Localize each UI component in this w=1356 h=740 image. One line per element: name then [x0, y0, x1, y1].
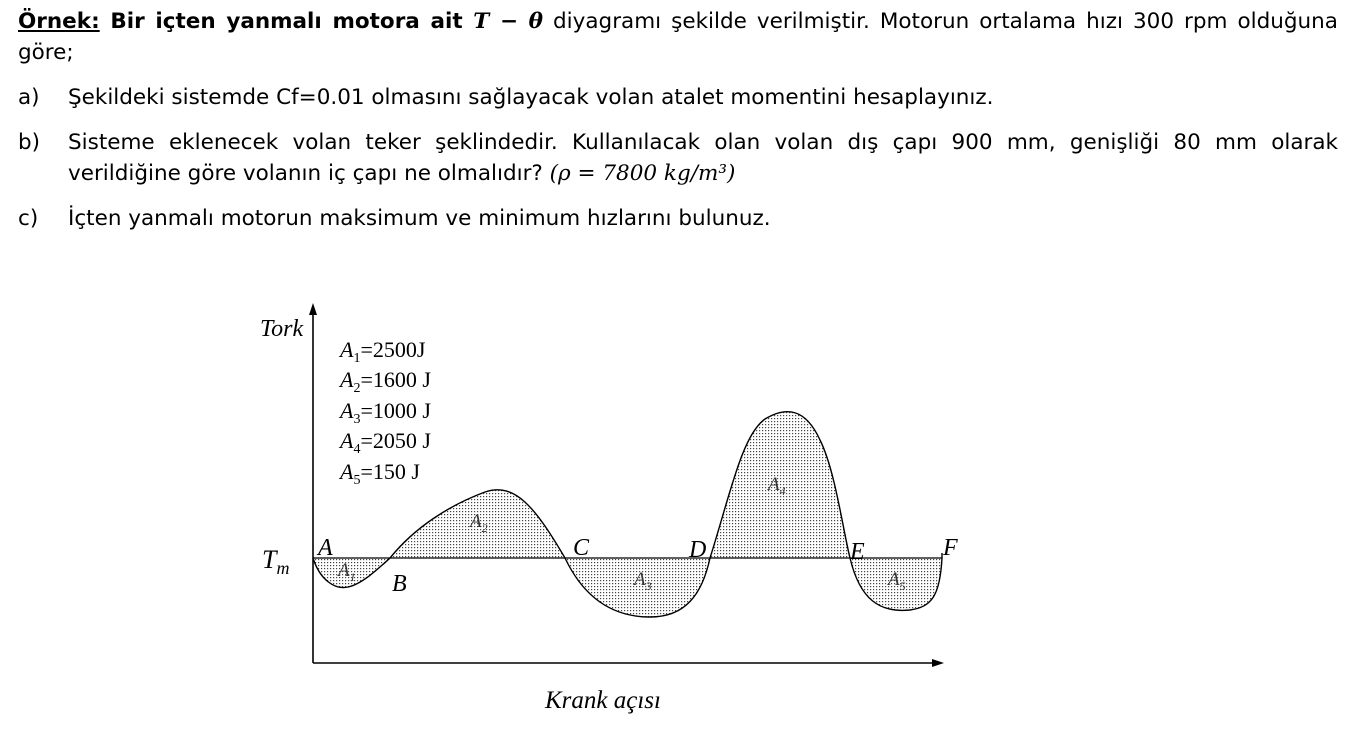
- question-c: [18, 203, 1338, 234]
- intro-rest-text: diyagramı şekilde verilmiştir. Motorun ortalama hızı 300 rpm olduğuna göre;: [18, 9, 1338, 65]
- problem-intro: [18, 6, 1338, 68]
- question-a: [18, 82, 1338, 113]
- area-a2-label: $A_2$: [470, 511, 488, 535]
- point-f-label: F: [943, 535, 958, 561]
- point-e-label: E: [850, 539, 865, 565]
- point-b-label: B: [392, 571, 407, 597]
- problem-text: [18, 6, 1338, 234]
- question-b: [18, 127, 1338, 189]
- legend-a4: $A_4=2050$ J: [340, 428, 431, 457]
- tm-label: $T_m$: [262, 545, 290, 578]
- point-d-label: D: [689, 537, 707, 563]
- torque-angle-symbol: T − θ: [473, 9, 543, 34]
- question-b-text: Sisteme eklenecek volan teker şeklindedir. Kullanılacak olan volan dış çapı 900 mm, genişliği 80 mm olarak verildiğine göre volanın iç çapı ne olmalıdır?: [68, 130, 1338, 186]
- legend-a5: $A_5=150$ J: [340, 459, 420, 488]
- x-axis-arrowhead: [932, 659, 944, 667]
- legend-a1: $A_1=2500J$: [340, 337, 426, 366]
- area-legend: [338, 337, 431, 488]
- torque-diagram-svg: [240, 295, 980, 725]
- area-a1-label: $A_1$: [338, 560, 356, 584]
- legend-a2: $A_2=1600$ J: [340, 367, 431, 396]
- y-axis-arrowhead: [309, 303, 317, 315]
- area-a3-label: $A_3$: [634, 569, 652, 593]
- torque-crank-diagram: [240, 295, 980, 729]
- area-a5-label: $A_5$: [888, 569, 906, 593]
- question-a-label: a): [18, 85, 40, 110]
- density-formula: (ρ = 7800 kg/m³): [549, 161, 736, 186]
- point-a-label: A: [318, 535, 333, 561]
- x-axis-label: Krank açısı: [545, 687, 661, 714]
- intro-bold-text: Bir içten yanmalı motora ait: [110, 9, 463, 34]
- y-axis-label: Tork: [260, 316, 304, 342]
- question-c-text: İçten yanmalı motorun maksimum ve minimum hızlarını bulunuz.: [68, 206, 771, 231]
- legend-a3: $A_3=1000$ J: [340, 398, 431, 427]
- example-heading: Örnek:: [18, 9, 100, 34]
- question-c-label: c): [18, 206, 39, 231]
- question-a-text: Şekildeki sistemde Cf=0.01 olmasını sağlayacak volan atalet momentini hesaplayınız.: [68, 85, 994, 110]
- point-c-label: C: [573, 535, 590, 561]
- question-b-label: b): [18, 130, 41, 155]
- area-a4-label: $A_4$: [768, 474, 786, 498]
